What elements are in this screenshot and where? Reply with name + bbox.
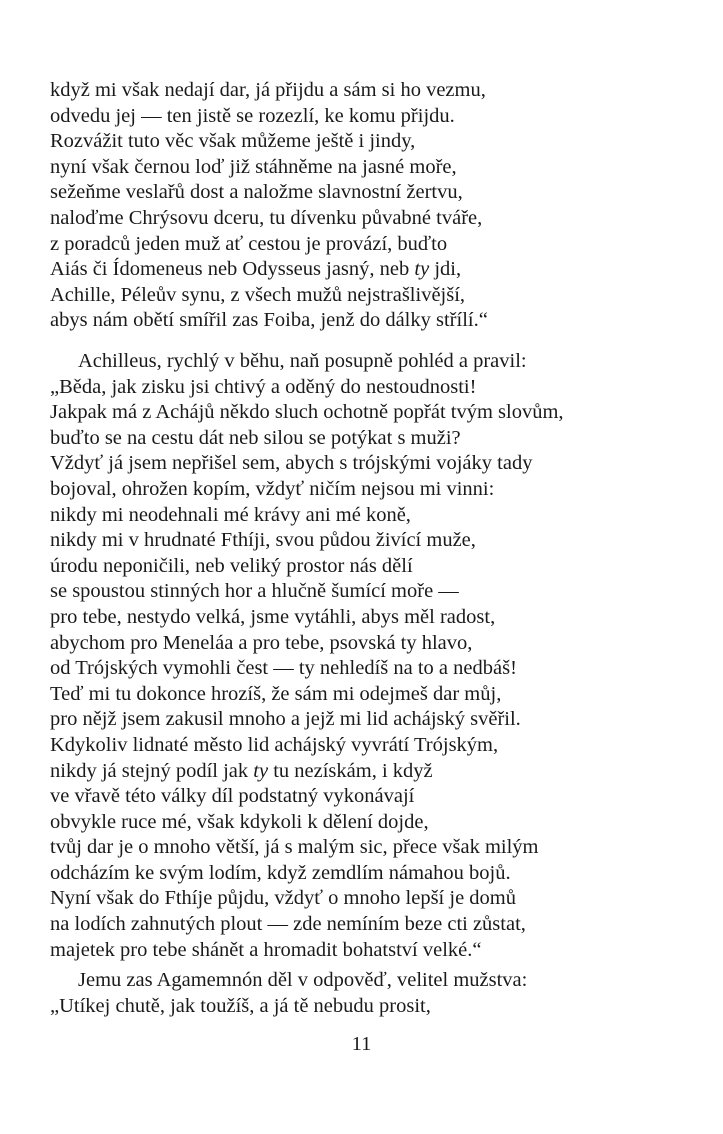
verse-line: z poradců jeden muž ať cestou je provází, buďto xyxy=(50,232,448,255)
verse-line: Nyní však do Fthíje půjdu, vždyť o mnoho lepší je domů xyxy=(50,887,516,910)
verse-line xyxy=(50,257,710,283)
verse-line: odvedu jej — ten jistě se rozezlí, ke komu přijdu. xyxy=(50,104,455,127)
verse-line: Teď mi tu dokonce hrozíš, že sám mi odejmeš dar můj, xyxy=(50,682,502,705)
verse-line: nikdy mi v hrudnaté Fthíji, svou půdou živící muže, xyxy=(50,529,476,552)
verse-line: ve vřavě této války díl podstatný vykonávají xyxy=(50,785,415,808)
verse-text: jdi, xyxy=(429,258,462,281)
verse-line: když mi však nedají dar, já přijdu a sám si ho vezmu, xyxy=(50,79,486,101)
verse-line: od Trójských vymohli čest — ty nehledíš na to a nedbáš! xyxy=(50,657,517,680)
verse-line: Jemu zas Agamemnón děl v odpověď, velitel mužstva: xyxy=(78,969,528,991)
verse-line: odcházím ke svým lodím, když zemdlím námahou bojů. xyxy=(50,861,511,884)
verse-line: úrodu neponičili, neb veliký prostor nás dělí xyxy=(50,554,413,577)
verse-text: Aiás či Ídomeneus neb Odysseus jasný, neb xyxy=(50,258,415,281)
verse-line: Vždyť já jsem nepřišel sem, abych s trójskými vojáky tady xyxy=(50,452,533,475)
verse-line: Achille, Péleův synu, z všech mužů nejstrašlivější, xyxy=(50,283,466,306)
verse-line: obvykle ruce mé, však kdykoli k dělení dojde, xyxy=(50,810,429,833)
verse-line: „Utíkej chutě, jak toužíš, a já tě nebudu prosit, xyxy=(50,994,431,1017)
verse-line: Kdykoliv lidnaté město lid achájský vyvrátí Trójským, xyxy=(50,733,499,756)
verse-stanza xyxy=(50,349,710,963)
verse-line: „Běda, jak zisku jsi chtivý a oděný do nestoudnosti! xyxy=(50,375,477,398)
verse-line: Jakpak má z Achájů někdo sluch ochotně popřát tvým slovům, xyxy=(50,401,564,424)
verse-line: bojoval, ohrožen kopím, vždyť ničím nejsou mi vinni: xyxy=(50,477,495,500)
verse-text: nikdy já stejný podíl jak xyxy=(50,759,254,782)
verse-line: na lodích zahnutých plout — zde nemíním beze cti zůstat, xyxy=(50,913,526,936)
verse-line: buďto se na cestu dát neb silou se potýkat s muži? xyxy=(50,426,461,449)
verse-line xyxy=(50,759,710,785)
verse-line: pro nějž jsem zakusil mnoho a jejž mi lid achájský svěřil. xyxy=(50,708,521,731)
verse-line: tvůj dar je o mnoho větší, já s malým sic, přece však milým xyxy=(50,836,539,859)
emphasized-word: ty xyxy=(414,258,430,281)
verse-line: nikdy mi neodehnali mé krávy ani mé koně, xyxy=(50,503,411,526)
verse-line: Rozvážit tuto věc však můžeme ještě i jindy, xyxy=(50,130,416,153)
emphasized-word: ty xyxy=(253,759,269,782)
verse-line: abys nám obětí smířil zas Foiba, jenž do dálky střílí.“ xyxy=(50,309,488,332)
verse-line: abychom pro Meneláa a pro tebe, psovská ty hlavo, xyxy=(50,631,473,654)
verse-line: majetek pro tebe shánět a hromadit bohatství velké.“ xyxy=(50,938,482,961)
verse-stanza xyxy=(50,968,710,1019)
verse-line: naloďme Chrýsovu dceru, tu dívenku půvabné tváře, xyxy=(50,206,483,229)
verse-text: tu nezískám, i když xyxy=(268,759,433,782)
page-number: 11 xyxy=(351,1033,372,1055)
verse-line: sežeňme veslařů dost a naložme slavnostní žertvu, xyxy=(50,181,463,204)
verse-line: nyní však černou loď již stáhněme na jasné moře, xyxy=(50,155,457,178)
verse-line: pro tebe, nestydo velká, jsme vytáhli, abys měl radost, xyxy=(50,605,496,628)
verse-line: se spoustou stinných hor a hlučně šumící moře — xyxy=(50,580,459,603)
verse-stanza xyxy=(50,78,710,334)
verse-line: Achilleus, rychlý v běhu, naň posupně pohléd a pravil: xyxy=(78,350,527,372)
